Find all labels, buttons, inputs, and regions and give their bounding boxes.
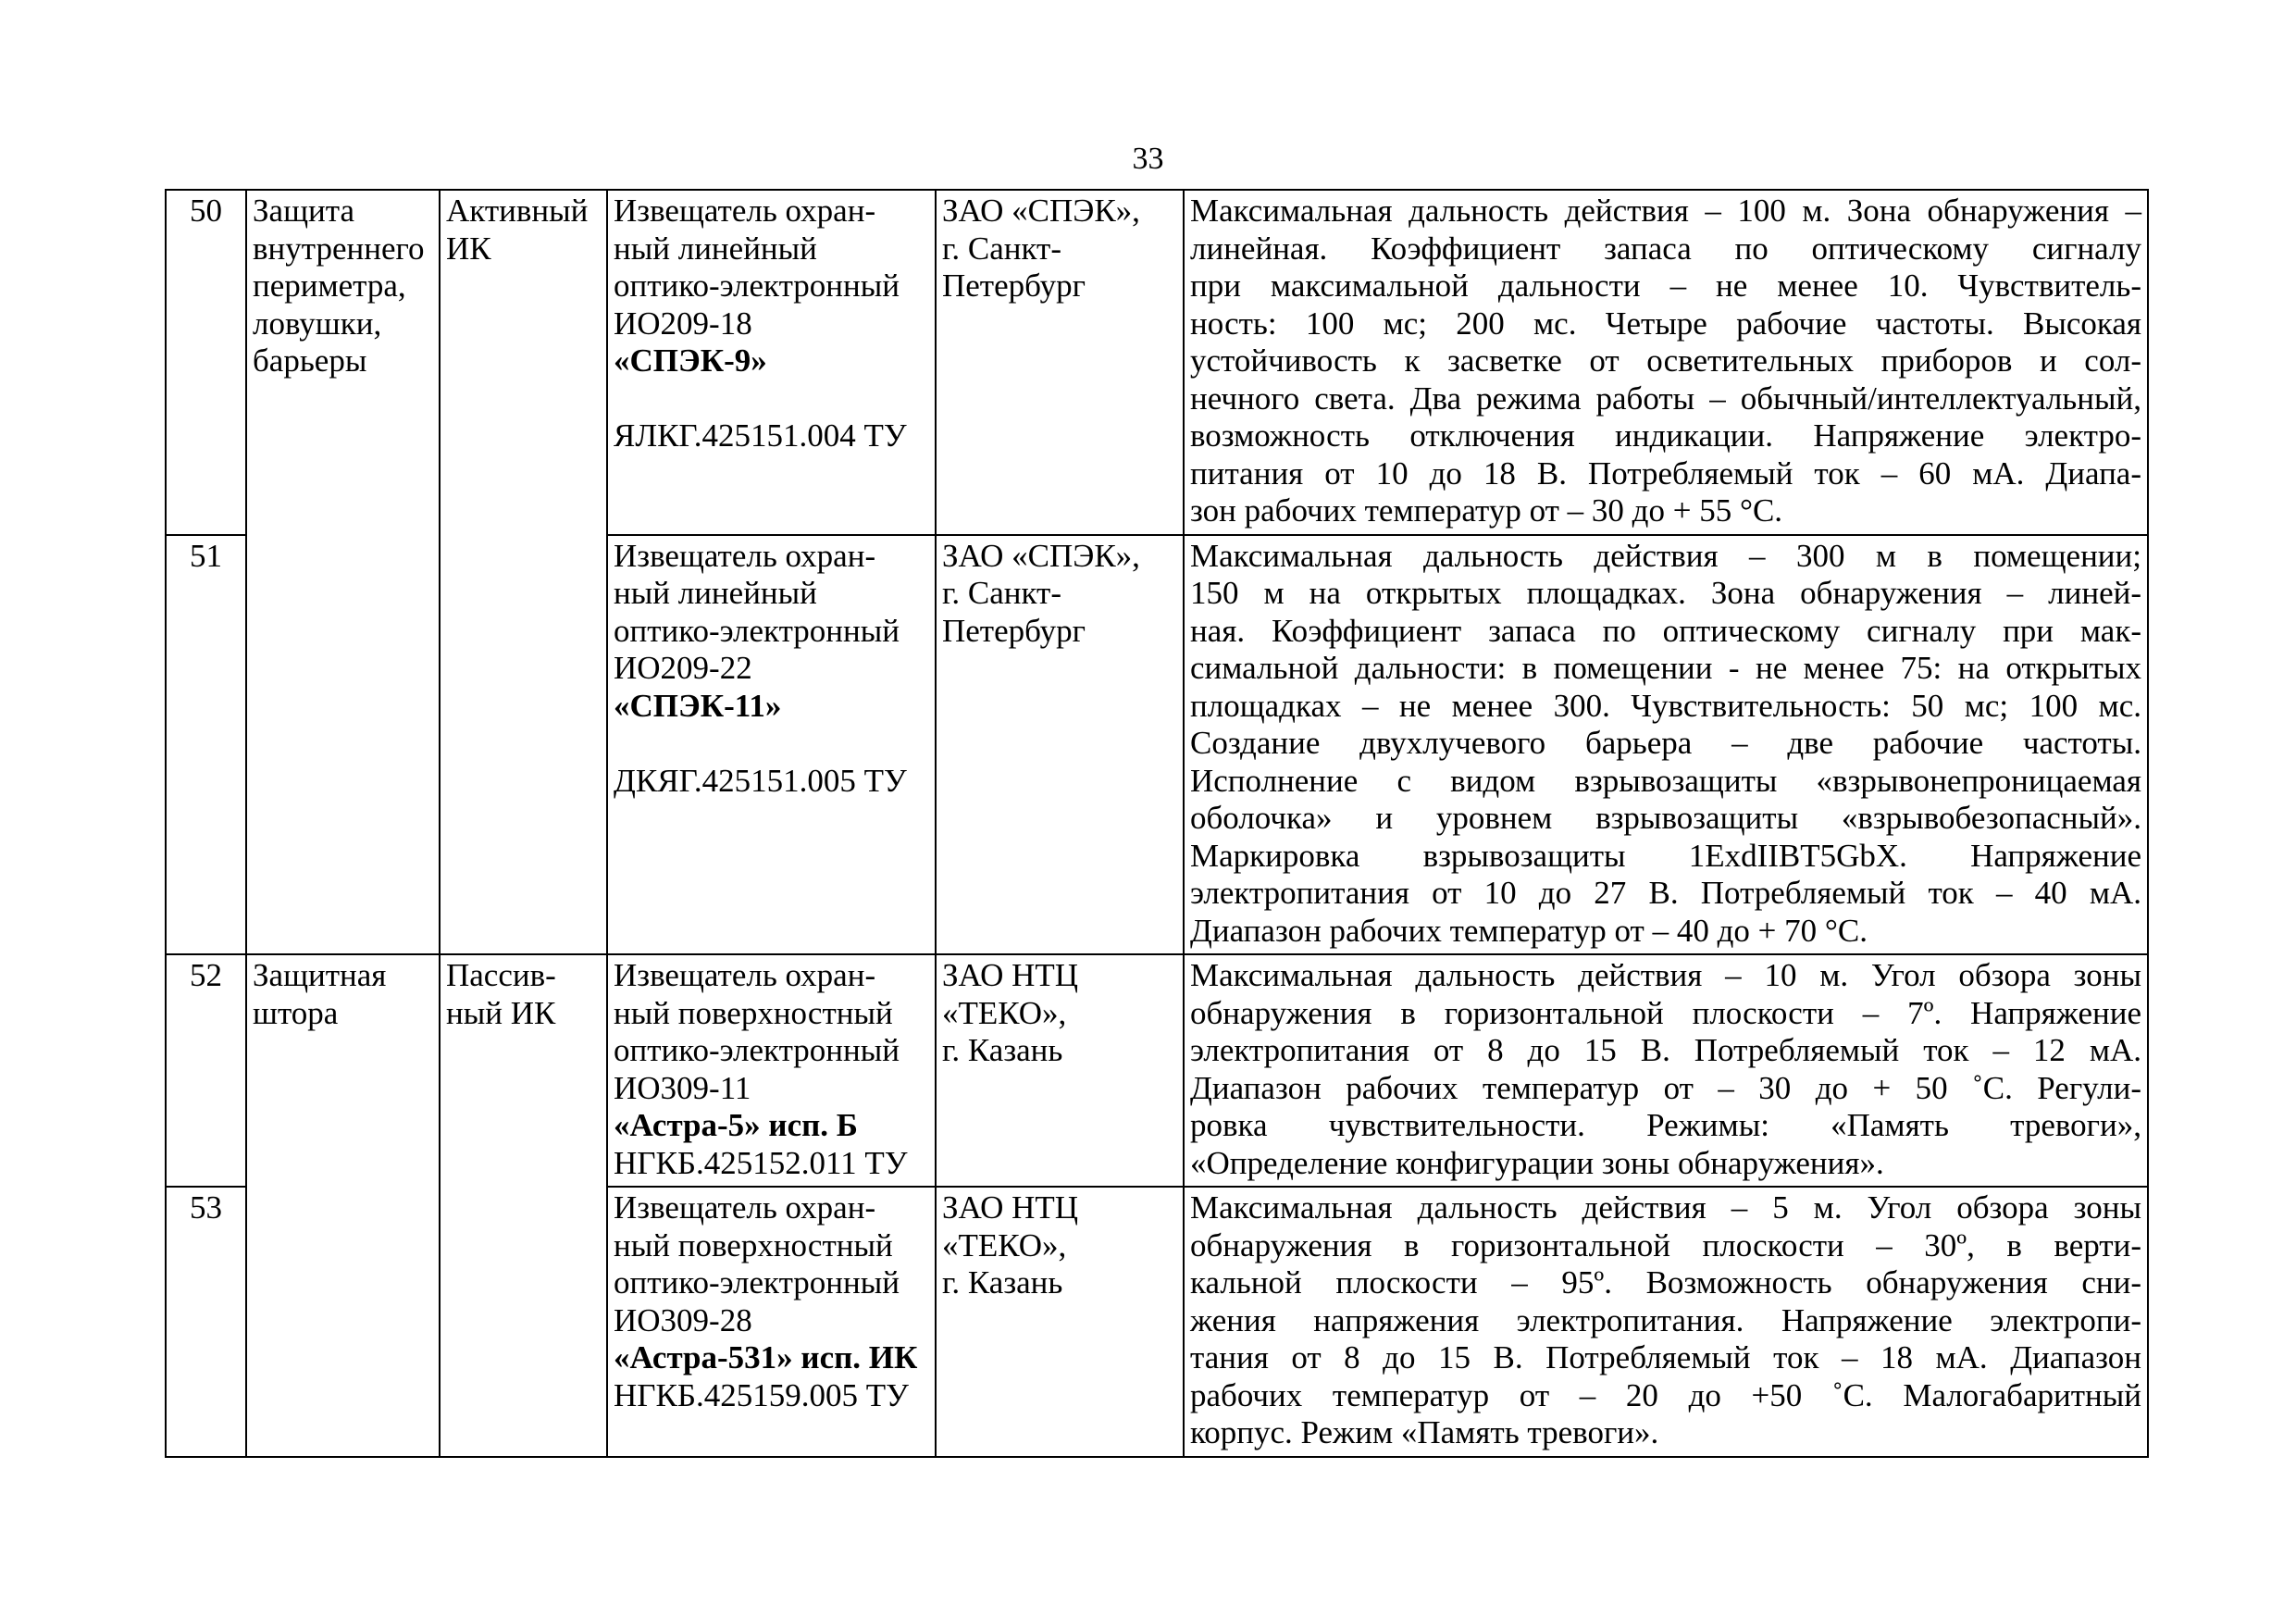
desc-line: Максимальная дальность действия – 300 м в помещении; [1190,537,2141,574]
desc-line: ровка чувствительности. Режимы: «Память тревоги», [1190,1107,2141,1143]
purpose-line: внутреннего [253,230,425,267]
desc-line: Диапазон рабочих температур от – 30 до + 50 ˚С. Регули- [1190,1069,2141,1106]
row-number: 50 [166,190,246,535]
manufacturer-cell [936,1187,1184,1457]
desc-line: рабочих температур от – 20 до +50 ˚С. Малогабаритный [1190,1376,2141,1413]
device-line: оптико-электронный [614,612,900,649]
device-line: ИО309-11 [614,1069,751,1106]
device-line: ИО309-28 [614,1301,752,1338]
device-line: оптико-электронный [614,1032,900,1068]
row-number: 51 [166,535,246,955]
desc-line: симальной дальности: в помещении - не менее 75: на открытых [1190,650,2141,686]
description-cell [1184,1187,2148,1457]
protection-purpose-cell [246,954,440,1457]
table-row [166,190,2148,535]
device-line: ный поверхностный [614,1226,893,1263]
description-cell [1184,535,2148,955]
device-line: оптико-электронный [614,268,900,304]
manufacturer-cell [936,190,1184,535]
maker-line: ЗАО «СПЭК», [942,193,1140,229]
device-cell [607,1187,936,1457]
table-row [166,954,2148,1187]
row-number: 52 [166,954,246,1187]
maker-line: ЗАО «СПЭК», [942,537,1140,574]
device-cell [607,535,936,955]
maker-line: г. Санкт- [942,230,1062,267]
desc-line: тания от 8 до 15 В. Потребляемый ток – 18 мА. Диапазон [1190,1339,2141,1375]
desc-line: обнаружения в горизонтальной плоскости – 7º. Напряжение [1190,994,2141,1031]
maker-line: ЗАО НТЦ [942,957,1079,993]
device-line: Извещатель охран- [614,193,876,229]
device-line: Извещатель охран- [614,537,876,574]
principle-cell [440,954,607,1457]
device-code: ДКЯГ.425151.005 ТУ [614,762,907,799]
desc-line: линейная. Коэффициент запаса по оптическому сигналу [1190,230,2141,267]
manufacturer-cell [936,954,1184,1187]
row-number: 53 [166,1187,246,1457]
maker-line: «ТЕКО», [942,1226,1067,1263]
desc-line: электропитания от 10 до 27 В. Потребляемый ток – 40 мА. [1190,875,2141,911]
device-code: НГКБ.425152.011 ТУ [614,1144,908,1181]
maker-line: Петербург [942,268,1086,304]
desc-line: электропитания от 8 до 15 В. Потребляемый ток – 12 мА. [1190,1032,2141,1068]
desc-line: при максимальной дальности – не менее 10. Чувствитель- [1190,268,2141,304]
principle-line: Пассив- [446,957,556,993]
device-line: ИО209-18 [614,305,752,342]
purpose-line: периметра, [253,268,406,304]
device-line: ИО209-22 [614,650,752,686]
desc-line: Исполнение с видом взрывозащиты «взрывонепроницаемая [1190,762,2141,799]
device-code: ЯЛКГ.425151.004 ТУ [614,417,907,454]
desc-line: устойчивость к засветке от осветительных приборов и сол- [1190,342,2141,379]
principle-line: ИК [446,230,491,267]
maker-line: г. Казань [942,1264,1063,1301]
maker-line: г. Санкт- [942,575,1062,611]
desc-line: Создание двухлучевого барьера – две рабочие частоты. [1190,725,2141,761]
desc-line: ная. Коэффициент запаса по оптическому сигналу при мак- [1190,612,2141,649]
desc-line: «Определение конфигурации зоны обнаружения». [1190,1144,1884,1181]
desc-line: зон рабочих температур от – 30 до + 55 °С. [1190,492,1783,529]
purpose-line: Защита [253,193,355,229]
desc-line: нечного света. Два режима работы – обычный/интеллектуальный, [1190,380,2141,417]
device-line: ный линейный [614,575,817,611]
desc-line: ность: 100 мс; 200 мс. Четыре рабочие частоты. Высокая [1190,305,2141,342]
desc-line: кальной плоскости – 95º. Возможность обнаружения сни- [1190,1264,2141,1301]
device-cell [607,190,936,535]
maker-line: г. Казань [942,1032,1063,1068]
device-code: НГКБ.425159.005 ТУ [614,1376,909,1413]
purpose-line: барьеры [253,342,367,379]
desc-line: жения напряжения электропитания. Напряжение электропи- [1190,1301,2141,1338]
device-line: ный поверхностный [614,994,893,1031]
device-line: Извещатель охран- [614,957,876,993]
desc-line: обнаружения в горизонтальной плоскости – 30º, в верти- [1190,1226,2141,1263]
page-number: 33 [1132,142,1164,176]
desc-line: Максимальная дальность действия – 10 м. Угол обзора зоны [1190,957,2141,993]
desc-line: площадках – не менее 300. Чувствительность: 50 мс; 100 мс. [1190,687,2141,724]
desc-line: 150 м на открытых площадках. Зона обнаружения – линей- [1190,575,2141,611]
principle-line: Активный [446,193,589,229]
desc-line: Максимальная дальность действия – 5 м. Угол обзора зоны [1190,1189,2141,1226]
maker-line: «ТЕКО», [942,994,1067,1031]
device-model: «Астра-5» исп. Б [614,1107,858,1143]
device-cell [607,954,936,1187]
desc-line: корпус. Режим «Память тревоги». [1190,1414,1659,1450]
purpose-line: Защитная [253,957,387,993]
desc-line: питания от 10 до 18 В. Потребляемый ток – 60 мА. Диапа- [1190,454,2141,492]
desc-line: оболочка» и уровнем взрывозащиты «взрывобезопасный». [1190,800,2141,836]
description-cell [1184,954,2148,1187]
device-line: Извещатель охран- [614,1189,876,1226]
device-model: «СПЭК-9» [614,342,767,379]
principle-cell [440,190,607,954]
desc-line: Максимальная дальность действия – 100 м. Зона обнаружения – [1190,193,2141,229]
device-line: ный линейный [614,230,817,267]
purpose-line: штора [253,994,339,1031]
manufacturer-cell [936,535,1184,955]
desc-line: возможность отключения индикации. Напряжение электро- [1190,417,2141,454]
principle-line: ный ИК [446,994,556,1031]
equipment-table [165,189,2149,1458]
purpose-line: ловушки, [253,305,382,342]
description-cell [1184,190,2148,535]
desc-line: Маркировка взрывозащиты 1ExdIIBT5GbX. Напряжение [1190,837,2141,874]
maker-line: Петербург [942,612,1086,649]
device-model: «Астра-531» исп. ИК [614,1339,918,1375]
device-line: оптико-электронный [614,1264,900,1301]
desc-line: Диапазон рабочих температур от – 40 до + 70 °С. [1190,912,1868,949]
maker-line: ЗАО НТЦ [942,1189,1079,1226]
protection-purpose-cell [246,190,440,954]
device-model: «СПЭК-11» [614,687,782,724]
